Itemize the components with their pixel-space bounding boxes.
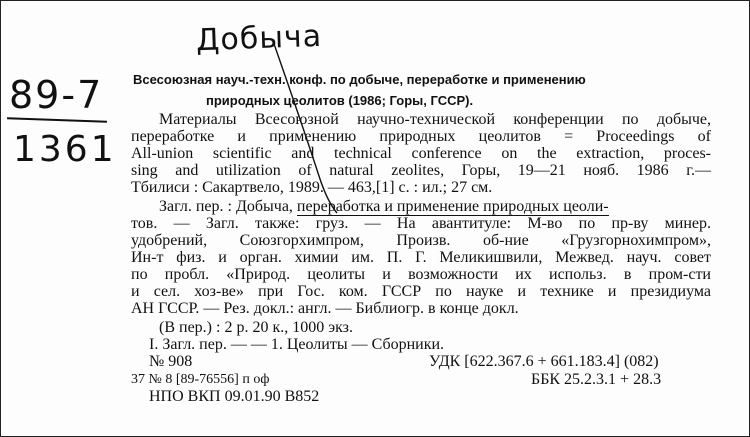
card-body-line-3: All-union scientific and technical conference on the extraction, proces- bbox=[131, 145, 711, 162]
card-heading-line-1: Всесоюзная науч.-техн. конф. по добыче, переработке и применению bbox=[133, 72, 586, 87]
card-note-line-7: АН ГССР. — Рез. докл.: англ. — Библиогр. в конце докл. bbox=[131, 300, 519, 317]
card-body-line-2: переработке и применению природных цеолитов = Proceedings of bbox=[131, 128, 711, 145]
handwritten-subject: Добыча bbox=[195, 18, 323, 59]
card-note-line-2: тов. — Загл. также: груз. — На авантитуле: М-во по пр-ву минер. bbox=[131, 215, 711, 232]
card-bbk: ББК 25.2.3.1 + 28.3 bbox=[531, 371, 662, 388]
handwritten-shelf-number-bottom: 1361 bbox=[13, 129, 117, 170]
card-body-line-5: Тбилиси : Сакартвело, 1989. — 463,[1] с. : ил.; 27 см. bbox=[131, 179, 493, 196]
card-note-line-6: и сел. хоз-ве» при Гос. ком. ГССР по науке и технике и президиума bbox=[131, 283, 711, 300]
card-note-line-4: Ин-т физ. и орган. химии им. П. Г. Меликишвили, Межвед. науч. совет bbox=[131, 249, 711, 266]
card-body-line-1: Материалы Всесоюзной научно-технической конференции по добыче, bbox=[159, 111, 711, 128]
card-note-line-3: удобрений, Союзгорхимпром, Произв. об-ние «Грузгорнохимпром», bbox=[131, 232, 711, 249]
card-note-line-5: по пробл. «Природ. цеолиты и возможности их использ. в пром-сти bbox=[131, 266, 711, 283]
card-heading-line-2: природных цеолитов (1986; Горы, ГССР). bbox=[206, 93, 474, 108]
card-note-line-1 bbox=[159, 198, 609, 215]
card-binding-price: (В пер.) : 2 р. 20 к., 1000 экз. bbox=[159, 319, 353, 336]
card-series-line: 37 № 8 [89-76556] п оф bbox=[131, 372, 270, 387]
card-printer-line: НПО ВКП 09.01.90 В852 bbox=[149, 388, 320, 405]
handwritten-shelf-number-top: 89-7 bbox=[9, 73, 104, 117]
card-udc: УДК [622.367.6 + 661.183.4] (082) bbox=[429, 353, 659, 370]
card-note-underlined-title: переработка и применение природных цеоли- bbox=[296, 198, 609, 215]
card-tracings: I. Загл. пер. — — 1. Цеолиты — Сборники. bbox=[149, 336, 445, 353]
card-body-line-4: sing and utilization of natural zeolites, Горы, 19—21 нояб. 1986 г.— bbox=[131, 162, 711, 179]
card-number: № 908 bbox=[149, 353, 193, 370]
card-note-line-1-prefix: Загл. пер. : Добыча, bbox=[159, 198, 297, 215]
